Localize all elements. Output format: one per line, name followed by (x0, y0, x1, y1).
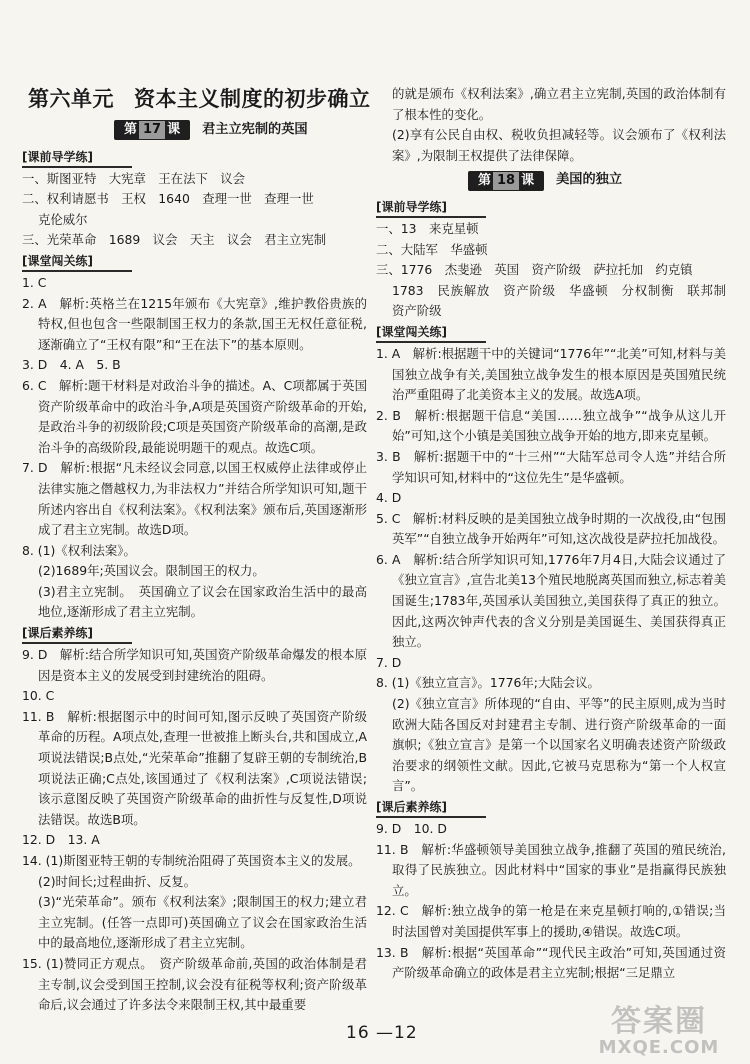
answer-item: 8. (1)《独立宣言》。1776年;大陆会议。 (376, 675, 600, 691)
answer-item: 1. A 解析:根据题干中的关键词“1776年”“北美”可知,材料与美国独立战争有关,美国独立战争发生的根本原因是英国殖民统治严重阻碍了北美资本主义的发展。故选A项。 (376, 345, 726, 403)
answer-line: 一、13 来克星顿 (376, 220, 479, 236)
answer-item: 12. C 解析:独立战争的第一枪是在来克星顿打响的,①错误;当时法国曾对美国提供军事上的援助,④错误。故选C项。 (376, 903, 726, 939)
section-after-class: [课后素养练] (22, 625, 132, 644)
section-pre-class: [课前导学练] (22, 149, 132, 168)
answer-line: 二、大陆军 华盛顿 (376, 241, 488, 257)
answer-item: 7. D 解析:根据“凡未经议会同意,以国王权威停止法律或停止法律实施之僭越权力,为非法权力”并结合所学知识可知,题干所述内容出自《权利法案》。《权利法案》颁布后,英国逐渐形成了君主立宪制。故选D项。 (22, 460, 367, 538)
answer-line: 1783 民族解放 资产阶级 华盛顿 分权制衡 联邦制 资产阶级 (392, 282, 739, 319)
answer-item: 12. D 13. A (22, 832, 100, 848)
watermark-text: 答案圈 (611, 1004, 707, 1039)
answer-item: 3. B 解析:据题干中的“十三州”“大陆军总司令人选”并结合所学知识可知,材料中的“这位先生”是华盛顿。 (376, 448, 726, 485)
answer-item: 1. C (22, 274, 47, 290)
answer-line: 克伦威尔 (38, 211, 88, 227)
answer-item: (2)时间长;过程曲折、反复。 (38, 873, 197, 889)
answer-item: 10. C (22, 688, 55, 704)
answer-item: (3)君主立宪制。 英国确立了议会在国家政治生活中的最高地位,逐渐形成了君主立宪制。 (38, 583, 367, 620)
section-in-class: [课堂闯关练] (22, 253, 132, 272)
lesson-18-badge: 第 18 课 (468, 171, 544, 191)
left-column (22, 84, 371, 1016)
answer-line: 三、1776 杰斐逊 英国 资产阶级 萨拉托加 约克镇 (376, 262, 693, 278)
lesson-18-title: 美国的独立 (556, 172, 623, 188)
answer-item: (2)《独立宣言》所体现的“自由、平等”的民主原则,成为当时欧洲大陆各国反对封建君主专制、进行资产阶级革命的一面旗帜;《独立宣言》是第一个以国家名义明确表述资产阶级政治要求的纲领性文献。因此,它被马克思称为“第一个人权宣言”。 (392, 696, 726, 794)
right-column (376, 84, 739, 984)
answer-line: 三、光荣革命 1689 议会 天主 议会 君主立宪制 (22, 232, 327, 248)
answer-item: 11. B 解析:华盛顿领导美国独立战争,推翻了英国的殖民统治,取得了民族独立。因此材料中“国家的事业”是指赢得民族独立。 (376, 841, 726, 898)
unit-number: 第六单元 (28, 87, 114, 111)
answer-item: 13. B 解析:根据“英国革命”“现代民主政治”可知,英国通过资产阶级革命确立的政体是君主立宪制;根据“三足鼎立 (376, 944, 726, 981)
lesson-17-title: 君主立宪制的英国 (202, 122, 308, 137)
answer-line: 一、斯图亚特 大宪章 王在法下 议会 (22, 170, 246, 186)
answer-item: (2)1689年;英国议会。限制国王的权力。 (38, 563, 265, 579)
answer-line: 二、权利请愿书 王权 1640 查理一世 查理一世 (22, 191, 314, 207)
answer-item: 2. A 解析:英格兰在1215年颁布《大宪章》,维护教俗贵族的特权,但也包含一些限制国王权力的条款,国王无权任意征税,逐渐确立了“王权有限”和“王在法下”的基本原则。 (22, 295, 367, 352)
answer-item: 2. B 解析:根据题干信息“美国……独立战争”“战争从这儿开始”可知,这个小镇是美国独立战争开始的地方,即来克星顿。 (376, 407, 726, 444)
watermark-url: MXQE.COM (598, 1037, 720, 1058)
section-pre-class: [课前导学练] (376, 199, 486, 218)
answer-continued: 的就是颁布《权利法案》,确立君主立宪制,英国的政治体制有了根本性的变化。 (392, 86, 726, 122)
section-after-class: [课后素养练] (376, 799, 486, 818)
answer-item: 11. B 解析:根据图示中的时间可知,图示反映了英国资产阶级革命的历程。A项点处,查理一世被推上断头台,共和国成立,A项说法错误;B点处,“光荣革命”推翻了复辟王朝的专制统治,B项说法正确;C点处,该国通过了《权利法案》,C项说法错误;该示意图反映了英国资产阶级革命的曲折性与反复性,D项说法错误。故选B项。 (22, 708, 367, 827)
watermark-logo (584, 1006, 734, 1060)
answer-item: 3. D 4. A 5. B (22, 357, 121, 373)
answer-item: 5. C 解析:材料反映的是美国独立战争时期的一次战役,由“包围英军”“自独立战争开始两年”可知,这次战役是萨拉托加战役。 (376, 510, 726, 547)
answer-item: 4. D (376, 490, 402, 506)
lesson-17-badge: 第 17 课 (114, 120, 190, 140)
lesson-18-header (376, 170, 726, 191)
unit-title (28, 84, 371, 114)
answer-item: 6. C 解析:题干材料是对政治斗争的描述。A、C项都属于英国资产阶级革命中的政治斗争,A项是英国资产阶级革命的开始,是政治斗争的初级阶段;C项是英国资产阶级革命的高潮,是政治斗争的高级阶段,最能说明题干的观点。故选C项。 (22, 377, 367, 455)
answer-item: 9. D 解析:结合所学知识可知,英国资产阶级革命爆发的根本原因是资本主义的发展受到封建统治的阻碍。 (22, 647, 367, 683)
answer-item: 7. D (376, 654, 402, 670)
answer-item: 14. (1)斯图亚特王朝的专制统治阻碍了英国资本主义的发展。 (22, 853, 361, 868)
answer-item: (3)“光荣革命”。颁布《权利法案》;限制国王的权力;建立君主立宪制。(任答一点即可)英国确立了议会在国家政治生活中的最高地位,逐渐形成了君主立宪制。 (38, 894, 367, 951)
answer-item: 15. (1)赞同正方观点。 资产阶级革命前,英国的政治体制是君主专制,议会受到国王控制,议会没有征税等权利;资产阶级革命后,议会通过了许多法令来限制王权,其中最重要 (22, 955, 367, 1013)
unit-name: 资本主义制度的初步确立 (134, 87, 371, 111)
answer-item: 6. A 解析:结合所学知识可知,1776年7月4日,大陆会议通过了《独立宣言》,宣告北美13个殖民地脱离英国而独立,标志着美国诞生;1783年,英国承认美国独立,美国获得了真正的独立。因此,这两次钟声代表的含义分别是美国诞生、美国获得真正独立。 (376, 551, 726, 650)
lesson-17-header (22, 120, 367, 141)
answer-item: 8. (1)《权利法案》。 (22, 542, 136, 558)
answer-continued: (2)享有公民自由权、税收负担减轻等。议会颁布了《权利法案》,为限制王权提供了法律保障。 (392, 127, 726, 163)
answer-item: 9. D 10. D (376, 821, 447, 836)
section-in-class: [课堂闯关练] (376, 324, 486, 343)
page-number: 16 —12 (346, 1023, 418, 1043)
